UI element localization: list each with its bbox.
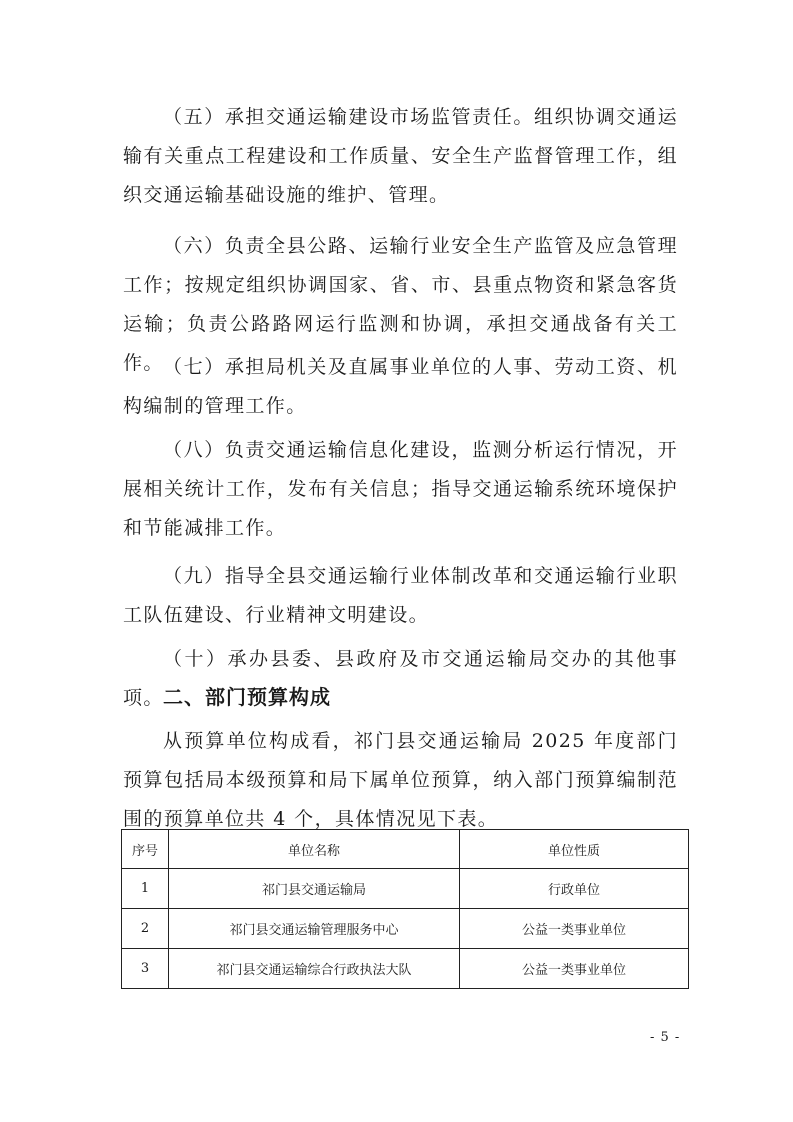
section-heading: 二、部门预算构成 (163, 685, 331, 709)
header-unit-name: 单位名称 (169, 830, 460, 869)
table-row (122, 949, 689, 989)
paragraph-5: （五）承担交通运输建设市场监管责任。组织协调交通运输有关重点工程建设和工作质量、安全生产监督管理工作，组织交通运输基础设施的维护、管理。 (123, 106, 678, 206)
cell-unit-type: 行政单位 (460, 869, 689, 909)
cell-unit-name: 祁门县交通运输综合行政执法大队 (169, 949, 460, 989)
cell-index: 1 (122, 869, 169, 909)
paragraph-6: （六）负责全县公路、运输行业安全生产监管及应急管理工作；按规定组织协调国家、省、市、县重点物资和紧急客货运输；负责公路路网运行监测和协调，承担交通战备有关工作。 (123, 235, 678, 374)
budget-units-table (121, 829, 689, 989)
header-index: 序号 (122, 830, 169, 869)
cell-unit-type: 公益一类事业单位 (460, 909, 689, 949)
table-header-row (122, 830, 689, 869)
header-unit-type: 单位性质 (460, 830, 689, 869)
table-row (122, 869, 689, 909)
table-row (122, 909, 689, 949)
page-number: - 5 - (650, 1030, 681, 1045)
cell-unit-name: 祁门县交通运输管理服务中心 (169, 909, 460, 949)
paragraph-9: （九）指导全县交通运输行业体制改革和交通运输行业职工队伍建设、行业精神文明建设。 (123, 565, 678, 626)
paragraph-8: （八）负责交通运输信息化建设，监测分析运行情况，开展相关统计工作，发布有关信息；指导交通运输系统环境保护和节能减排工作。 (123, 439, 678, 539)
cell-unit-type: 公益一类事业单位 (460, 949, 689, 989)
cell-index: 2 (122, 909, 169, 949)
cell-unit-name: 祁门县交通运输局 (169, 869, 460, 909)
paragraph-7: （七）承担局机关及直属事业单位的人事、劳动工资、机构编制的管理工作。 (123, 356, 678, 417)
intro-paragraph: 从预算单位构成看，祁门县交通运输局 2025 年度部门预算包括局本级预算和局下属单位预算，纳入部门预算编制范围的预算单位共 4 个，具体情况见下表。 (123, 730, 678, 830)
paragraph-10: （十）承办县委、县政府及市交通运输局交办的其他事项。 (123, 648, 678, 709)
cell-index: 3 (122, 949, 169, 989)
